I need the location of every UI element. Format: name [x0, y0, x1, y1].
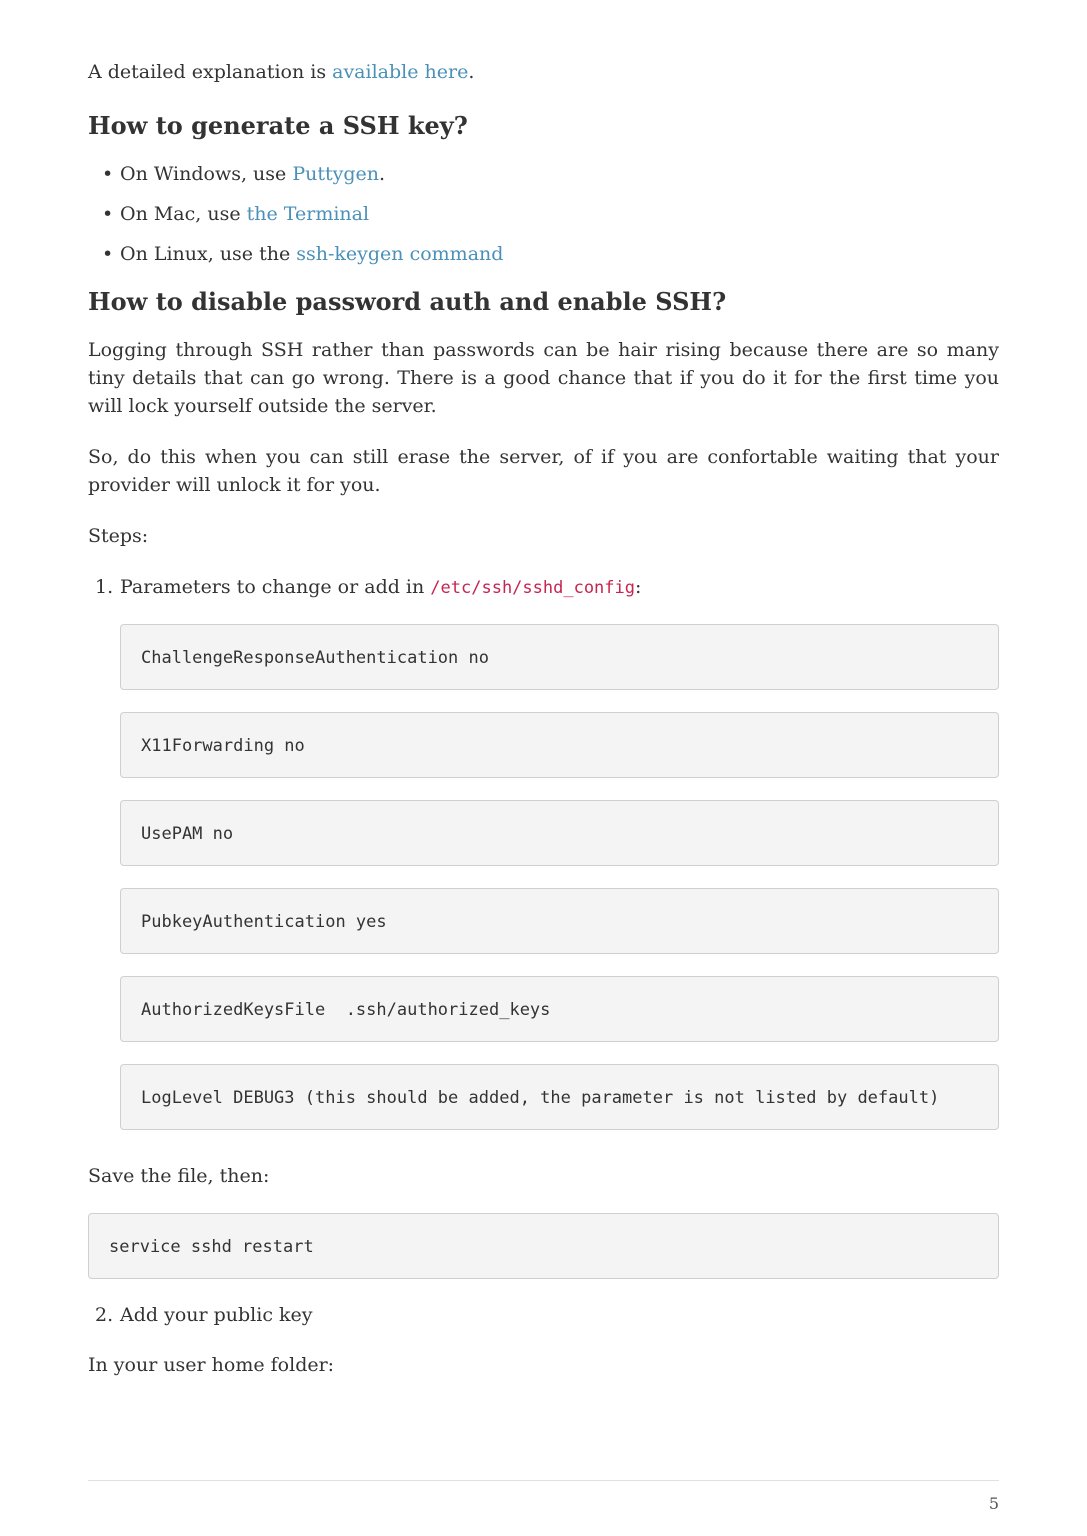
code-block-use-pam: UsePAM no	[120, 800, 999, 866]
ssh-key-tools-list	[88, 160, 999, 268]
puttygen-link[interactable]: Puttygen	[292, 163, 379, 185]
steps-label: Steps:	[88, 525, 149, 547]
page-number: 5	[988, 1494, 999, 1513]
code-block-restart-command: service sshd restart	[88, 1213, 999, 1279]
intro-suffix: .	[468, 61, 475, 83]
code-block-authorized-keys: AuthorizedKeysFile .ssh/authorized_keys	[120, 976, 999, 1042]
step-1	[88, 573, 999, 602]
step-2	[88, 1301, 999, 1329]
step-number: 2.	[95, 1304, 114, 1326]
code-block-x11-forwarding: X11Forwarding no	[120, 712, 999, 778]
code-block-pubkey-auth: PubkeyAuthentication yes	[120, 888, 999, 954]
config-code-blocks	[120, 624, 999, 1130]
list-item-suffix: .	[379, 163, 386, 185]
step-number: 1.	[95, 576, 114, 598]
intro-text: A detailed explanation is	[88, 61, 333, 83]
ssh-keygen-link[interactable]: ssh-keygen command	[296, 243, 504, 265]
document-page	[88, 58, 999, 1402]
heading-disable-password-auth: How to disable password auth and enable SSH?	[88, 287, 727, 316]
heading-generate-ssh-key: How to generate a SSH key?	[88, 111, 468, 140]
list-item	[88, 200, 999, 228]
list-item-text: On Windows, use	[120, 163, 293, 185]
paragraph-ssh-warning: Logging through SSH rather than passwords can be hair rising because there are so many tiny details that can go wrong. There is a good chance that if you do it for the first time you will lock yourself outside the server.	[88, 339, 999, 417]
step-suffix: :	[635, 576, 642, 598]
terminal-link[interactable]: the Terminal	[246, 203, 370, 225]
list-item	[88, 160, 999, 188]
step-text: Add your public key	[120, 1304, 313, 1326]
list-item-text: On Linux, use the	[120, 243, 297, 265]
code-block-loglevel: LogLevel DEBUG3 (this should be added, the parameter is not listed by default)	[120, 1064, 999, 1130]
step-text: Parameters to change or add in	[120, 576, 431, 598]
paragraph-erase-server: So, do this when you can still erase the server, of if you are confortable waiting that your provider will unlock it for you.	[88, 446, 999, 496]
available-here-link[interactable]: available here	[332, 61, 469, 83]
list-item-text: On Mac, use	[120, 203, 247, 225]
footer-divider	[88, 1480, 999, 1481]
home-folder-text: In your user home folder:	[88, 1354, 335, 1376]
code-block-challenge-response: ChallengeResponseAuthentication no	[120, 624, 999, 690]
save-file-text: Save the file, then:	[88, 1165, 270, 1187]
intro-paragraph	[88, 58, 999, 86]
sshd-config-path: /etc/ssh/sshd_config	[430, 578, 635, 598]
list-item	[88, 240, 999, 268]
